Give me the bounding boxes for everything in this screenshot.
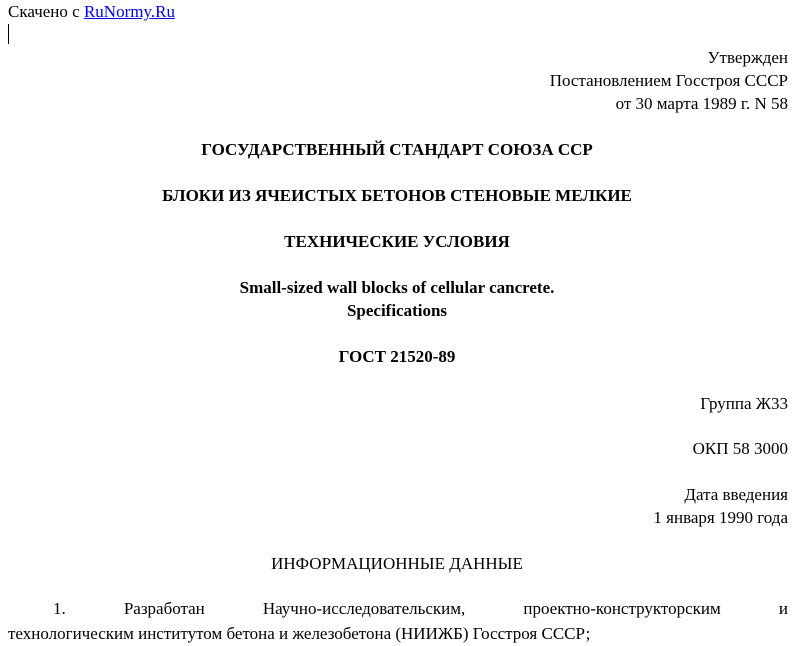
text-cursor [8, 24, 9, 44]
info-item-1-line-2: технологическим институтом бетона и железобетона (НИИЖБ) Госстроя СССР; [8, 624, 591, 643]
english-subtitle: Specifications [346, 301, 448, 320]
approval-line-3: от 30 марта 1989 г. N 58 [615, 94, 788, 113]
approval-line-1: Утвержден [707, 48, 788, 67]
info-item-1-line-1 [8, 596, 788, 621]
item-word: Разработан [123, 599, 205, 618]
download-source-prefix: Скачено с [8, 2, 80, 21]
item-word: и [778, 599, 788, 618]
english-title: Small-sized wall blocks of cellular cancrete. [239, 278, 555, 297]
gost-number: ГОСТ 21520-89 [338, 347, 456, 366]
group-code: Группа Ж33 [700, 394, 788, 413]
intro-date-label: Дата введения [684, 485, 788, 504]
standard-title: ГОСУДАРСТВЕННЫЙ СТАНДАРТ СОЮЗА ССР [201, 140, 593, 159]
intro-date: 1 января 1990 года [653, 508, 788, 527]
info-heading: ИНФОРМАЦИОННЫЕ ДАННЫЕ [271, 554, 523, 573]
document-subtitle: ТЕХНИЧЕСКИЕ УСЛОВИЯ [284, 232, 510, 251]
download-source [8, 2, 175, 22]
info-item-1 [8, 596, 788, 646]
document-title: БЛОКИ ИЗ ЯЧЕИСТЫХ БЕТОНОВ СТЕНОВЫЕ МЕЛКИЕ [162, 186, 632, 205]
approval-line-2: Постановлением Госстроя СССР [549, 71, 788, 90]
item-word: Научно-исследовательским, [262, 599, 466, 618]
item-number: 1. [53, 599, 66, 618]
runormy-link[interactable]: RuNormy.Ru [83, 2, 175, 21]
okp-code: ОКП 58 3000 [692, 439, 788, 458]
item-word: проектно-конструкторским [523, 599, 721, 618]
